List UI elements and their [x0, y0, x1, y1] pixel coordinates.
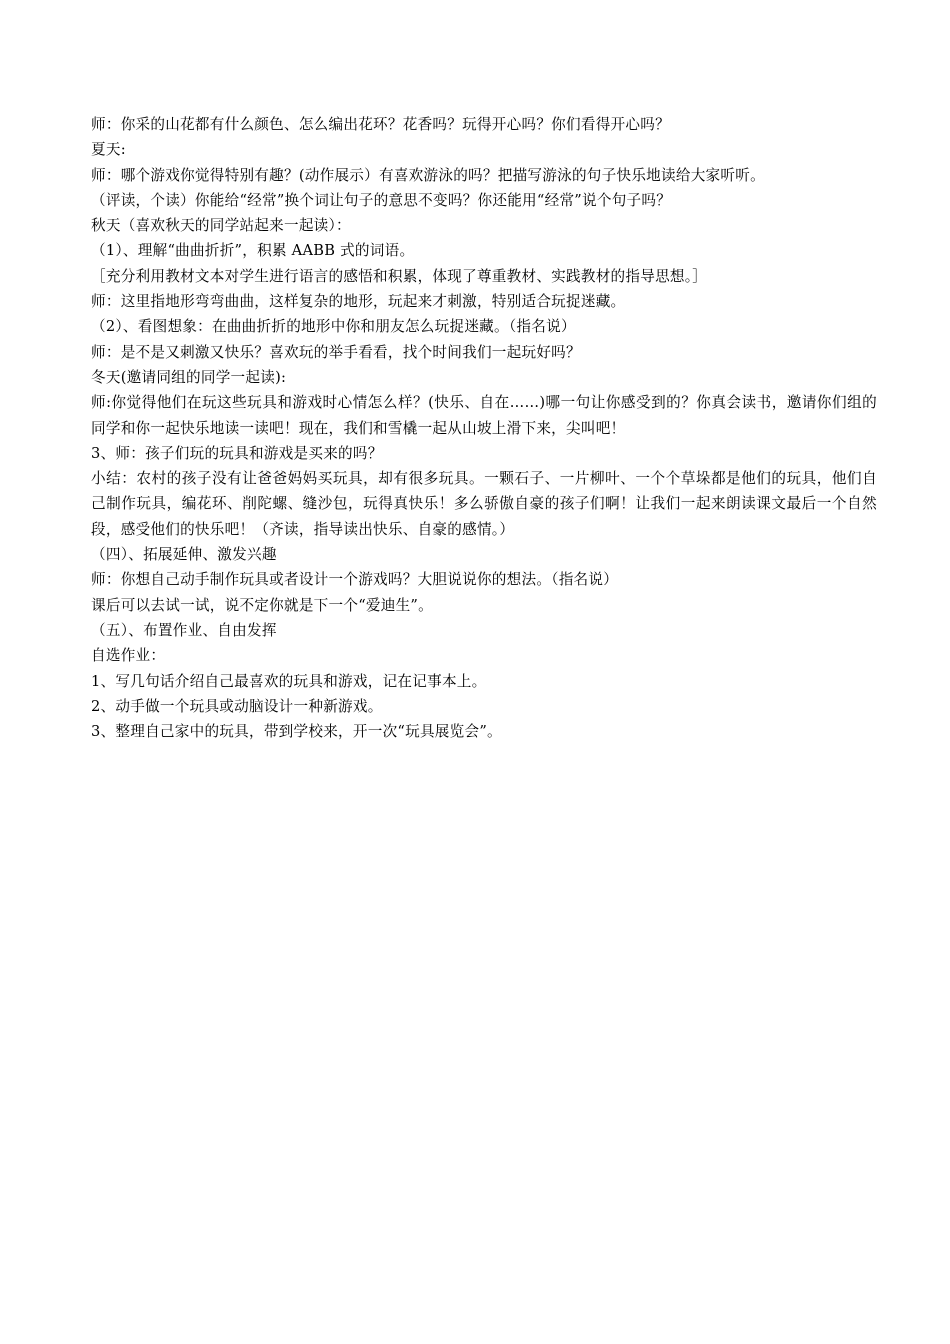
design-note: ［充分利用教材文本对学生进行语言的感悟和积累，体现了尊重教材、实践教材的指导思想。］ [91, 267, 708, 285]
section-heading-summer: 夏天: [91, 141, 126, 159]
homework-item: 2、动手做一个玩具或动脑设计一种新游戏。 [91, 697, 383, 715]
text-line: 师：是不是又刺激又快乐？喜欢玩的举手看看，找个时间我们一起玩好吗？ [91, 343, 581, 361]
text-line: （1）、理解“曲曲折折”，积累 AABB 式的词语。 [91, 242, 415, 260]
summary-paragraph: 小结：农村的孩子没有让爸爸妈妈买玩具，却有很多玩具。一颗石子、一片柳叶、一个个草垛都是他们的玩具，他们自己制作玩具，编花环、削陀螺、缝沙包，玩得真快乐！多么骄傲自豪的孩子们啊！让我们一起来朗读课文最后一个自然段，感受他们的快乐吧！（齐读，指导读出快乐、自豪的感情。） [91, 470, 877, 538]
section-heading-autumn: 秋天（喜欢秋天的同学站起来一起读）： [91, 217, 351, 235]
text-line: 师：你想自己动手制作玩具或者设计一个游戏吗？大胆说说你的想法。（指名说） [91, 571, 619, 589]
text-line: 师：这里指地形弯弯曲曲，这样复杂的地形，玩起来才刺激，特别适合玩捉迷藏。 [91, 293, 626, 311]
homework-heading: 自选作业： [91, 647, 166, 665]
text-line: 课后可以去试一试，说不定你就是下一个“爱迪生”。 [91, 596, 433, 614]
text-line: 师：你采的山花都有什么颜色、怎么编出花环？花香吗？玩得开心吗？你们看得开心吗？ [91, 116, 670, 133]
section-heading-extension: （四）、拓展延伸、激发兴趣 [91, 546, 277, 564]
homework-item: 3、整理自己家中的玩具，带到学校来，开一次“玩具展览会”。 [91, 723, 502, 741]
text-line: （2）、看图想象：在曲曲折折的地形中你和朋友怎么玩捉迷藏。（指名说） [91, 318, 576, 336]
section-heading-homework: （五）、布置作业、自由发挥 [91, 621, 277, 639]
text-line: 师：哪个游戏你觉得特别有趣？(动作展示）有喜欢游泳的吗？把描写游泳的句子快乐地读给大家听听。 [91, 166, 765, 184]
homework-item: 1、写几句话介绍自己最喜欢的玩具和游戏，记在记事本上。 [91, 672, 487, 690]
text-line: （评读，个读）你能给“经常”换个词让句子的意思不变吗？你还能用“经常”说个句子吗？ [91, 191, 672, 209]
question-line: 3、师：孩子们玩的玩具和游戏是买来的吗？ [91, 444, 383, 462]
document-body [91, 112, 877, 744]
winter-paragraph: 师:你觉得他们在玩这些玩具和游戏时心情怎么样？(快乐、自在……)哪一句让你感受到的？你真会读书，邀请你们组的同学和你一起快乐地读一读吧！现在，我们和雪橇一起从山坡上滑下来，尖叫吧！ [91, 394, 877, 437]
section-heading-winter: 冬天(邀请同组的同学一起读): [91, 368, 287, 386]
